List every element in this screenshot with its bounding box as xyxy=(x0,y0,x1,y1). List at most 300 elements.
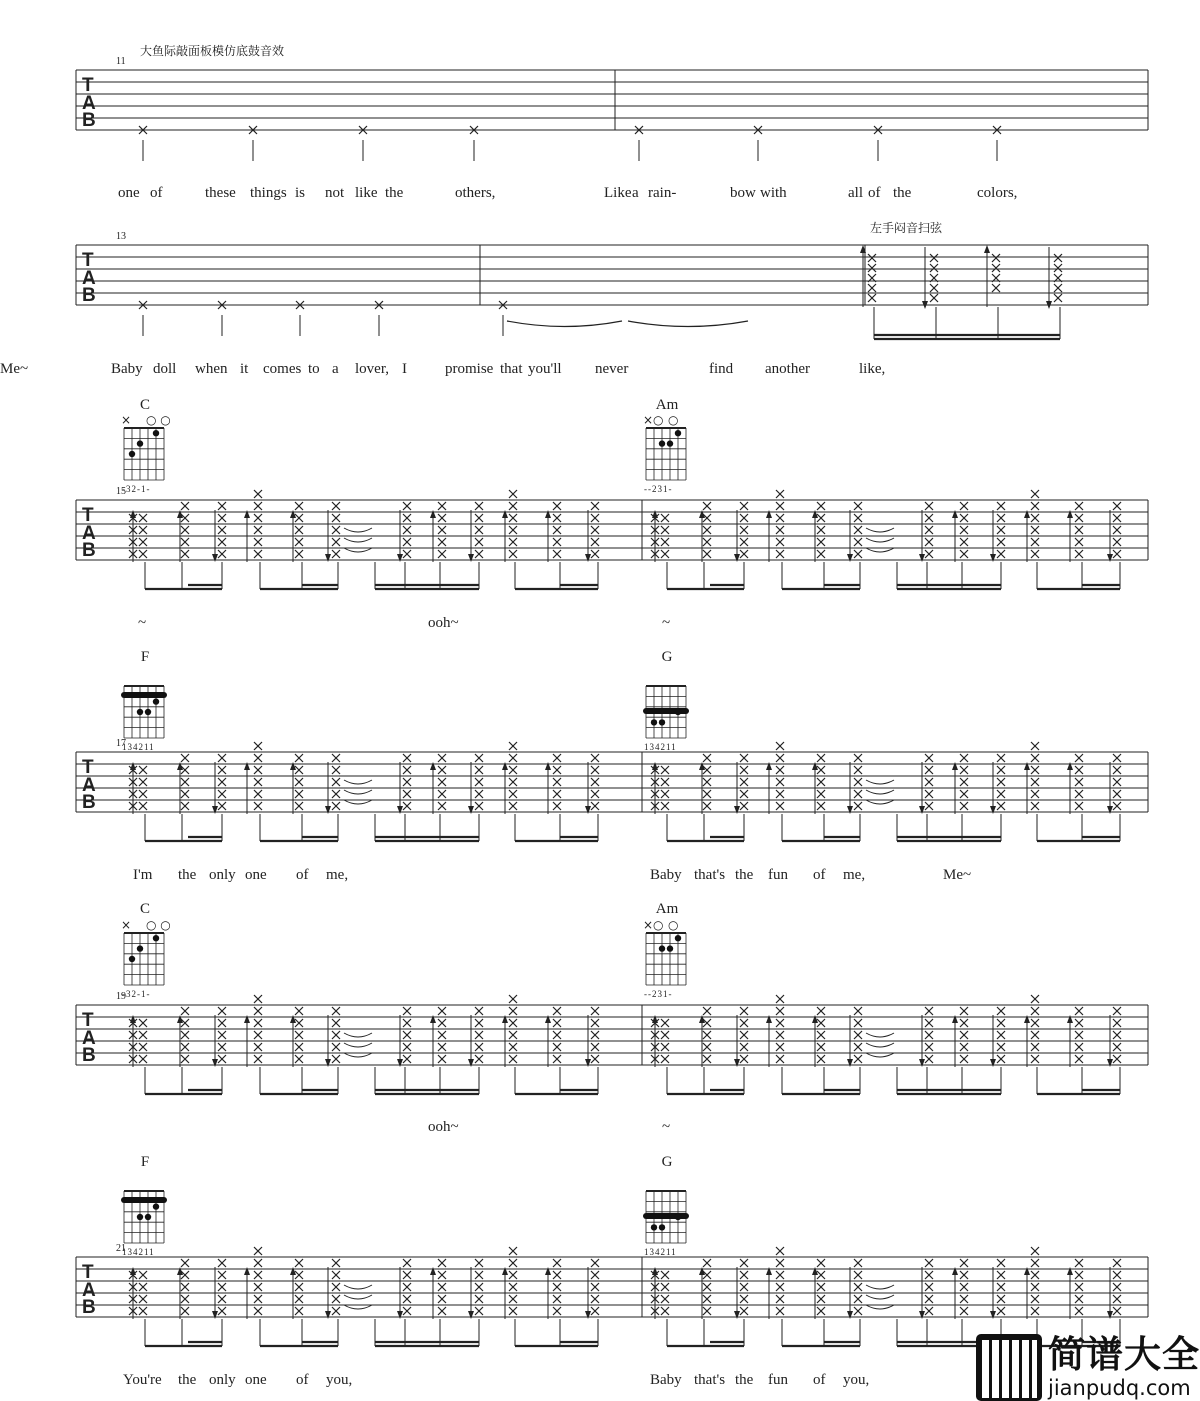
x-note xyxy=(332,1271,340,1279)
x-note xyxy=(925,1007,933,1015)
lyric-word: comes xyxy=(263,361,302,377)
x-note xyxy=(403,1007,411,1015)
x-note xyxy=(509,550,517,558)
strum-arrow-head xyxy=(1024,510,1030,518)
strum-arrow-head xyxy=(1067,762,1073,770)
strum-arrow-head xyxy=(177,1267,183,1275)
measure-number: 13 xyxy=(116,231,126,242)
x-note xyxy=(997,502,1005,510)
x-note xyxy=(295,778,303,786)
logo-title: 简谱大全 xyxy=(1048,1333,1200,1376)
x-note xyxy=(139,766,147,774)
lyric-word: of xyxy=(813,867,826,883)
x-note xyxy=(553,1055,561,1063)
x-note xyxy=(218,1019,226,1027)
x-note xyxy=(960,802,968,810)
lyrics-line xyxy=(133,867,971,883)
strum-arrow-head xyxy=(734,1059,740,1067)
x-note xyxy=(591,1271,599,1279)
x-note xyxy=(591,502,599,510)
x-note xyxy=(817,1271,825,1279)
x-note xyxy=(776,766,784,774)
tie xyxy=(866,1033,894,1037)
open-mute-markers: ×○ xyxy=(643,918,664,932)
x-note xyxy=(776,514,784,522)
x-note xyxy=(1075,1259,1083,1267)
x-note xyxy=(218,778,226,786)
finger-dot xyxy=(145,1214,151,1220)
x-note xyxy=(740,1283,748,1291)
x-note xyxy=(854,1055,862,1063)
x-note xyxy=(661,1055,669,1063)
x-note xyxy=(661,538,669,546)
lyric-word: one xyxy=(245,867,267,883)
x-note xyxy=(1031,1007,1039,1015)
strum-arrow-head xyxy=(652,1267,658,1275)
x-note xyxy=(1113,514,1121,522)
x-note xyxy=(703,790,711,798)
x-note xyxy=(1075,766,1083,774)
strum-arrow-head xyxy=(585,1059,591,1067)
x-note xyxy=(332,1007,340,1015)
x-note xyxy=(817,778,825,786)
x-note xyxy=(925,538,933,546)
strum-arrow-head xyxy=(652,510,658,518)
strum-arrow-head xyxy=(545,510,551,518)
strum-arrow-head xyxy=(430,510,436,518)
open-string-markers: ○ ○ xyxy=(146,413,171,427)
x-note xyxy=(776,502,784,510)
strum-arrow-head xyxy=(212,1311,218,1319)
x-note xyxy=(997,766,1005,774)
x-note xyxy=(1075,538,1083,546)
x-note xyxy=(854,514,862,522)
x-note xyxy=(1031,538,1039,546)
finger-dot xyxy=(651,1224,657,1230)
strum-arrow-head xyxy=(652,762,658,770)
x-note xyxy=(254,1307,262,1315)
x-note xyxy=(661,1295,669,1303)
x-note xyxy=(509,802,517,810)
x-note xyxy=(403,1019,411,1027)
tab-system xyxy=(76,486,1148,561)
x-note xyxy=(1031,1295,1039,1303)
x-note xyxy=(591,526,599,534)
lyric-word: these xyxy=(205,185,236,201)
x-note xyxy=(740,1271,748,1279)
strum-arrow-head xyxy=(545,1015,551,1023)
x-note xyxy=(591,1055,599,1063)
tie xyxy=(866,1043,894,1047)
x-note xyxy=(1113,802,1121,810)
x-note xyxy=(218,1259,226,1267)
measure-number: 17 xyxy=(116,738,126,749)
x-note xyxy=(776,1043,784,1051)
finger-dot xyxy=(129,451,135,457)
lyric-word: with xyxy=(760,185,787,201)
x-note xyxy=(1075,778,1083,786)
open-mute-markers: × xyxy=(121,413,132,427)
x-note xyxy=(997,754,1005,762)
x-note xyxy=(218,502,226,510)
x-note xyxy=(438,526,446,534)
lyrics-line xyxy=(118,185,1017,201)
x-note xyxy=(854,766,862,774)
x-note xyxy=(254,1247,262,1255)
measure-number: 15 xyxy=(116,486,126,497)
x-note xyxy=(817,1055,825,1063)
x-note xyxy=(254,1283,262,1291)
x-note xyxy=(997,1007,1005,1015)
measure-number: 19 xyxy=(116,991,126,1002)
x-note xyxy=(1054,294,1062,302)
x-note xyxy=(960,526,968,534)
tie xyxy=(866,528,894,532)
strum-arrow-head xyxy=(130,1267,136,1275)
strum-arrow-head xyxy=(468,806,474,814)
x-note xyxy=(475,1271,483,1279)
x-note xyxy=(181,538,189,546)
x-note xyxy=(403,526,411,534)
x-note xyxy=(1031,995,1039,1003)
x-note xyxy=(854,538,862,546)
x-note xyxy=(703,1283,711,1291)
x-note xyxy=(703,538,711,546)
x-note xyxy=(817,1307,825,1315)
x-note xyxy=(960,550,968,558)
strum-arrow-head xyxy=(325,554,331,562)
lyric-word: ~ xyxy=(662,1119,671,1135)
x-note xyxy=(960,1007,968,1015)
x-note xyxy=(509,766,517,774)
x-note xyxy=(925,1019,933,1027)
lyric-word: find xyxy=(709,361,734,377)
x-note xyxy=(868,254,876,262)
x-note xyxy=(776,1259,784,1267)
lyric-word: doll xyxy=(153,361,177,377)
tie xyxy=(866,1305,894,1309)
x-note xyxy=(997,1283,1005,1291)
x-note xyxy=(776,550,784,558)
x-note xyxy=(992,254,1000,262)
strum-arrow-head xyxy=(952,1267,958,1275)
x-note xyxy=(403,766,411,774)
x-note xyxy=(1113,766,1121,774)
x-note xyxy=(403,1307,411,1315)
x-note xyxy=(591,754,599,762)
tab-clef-b: B xyxy=(82,792,96,813)
x-note xyxy=(1075,1283,1083,1291)
x-note xyxy=(1031,802,1039,810)
chord-name: G xyxy=(661,1154,673,1170)
site-logo[interactable] xyxy=(976,1334,1200,1401)
lyric-word: a xyxy=(632,185,639,201)
x-note xyxy=(254,1007,262,1015)
x-note xyxy=(1113,1019,1121,1027)
annotation-drum-effect: 大鱼际敲面板模仿底鼓音效 xyxy=(140,44,285,58)
x-note xyxy=(438,1259,446,1267)
x-note xyxy=(817,754,825,762)
x-note xyxy=(817,514,825,522)
x-note xyxy=(553,1043,561,1051)
x-note xyxy=(295,1295,303,1303)
x-note xyxy=(475,1007,483,1015)
strum-arrow-head xyxy=(545,762,551,770)
x-note xyxy=(960,1283,968,1291)
x-note xyxy=(332,550,340,558)
x-note xyxy=(218,1295,226,1303)
x-note xyxy=(960,778,968,786)
tab-clef-t: T xyxy=(82,250,94,271)
x-note xyxy=(591,514,599,522)
x-note xyxy=(817,1043,825,1051)
x-note xyxy=(475,802,483,810)
x-note xyxy=(997,526,1005,534)
x-note xyxy=(817,1283,825,1291)
x-note xyxy=(1031,778,1039,786)
x-note xyxy=(139,1271,147,1279)
x-note xyxy=(925,802,933,810)
chord-diagram xyxy=(643,686,689,752)
x-note xyxy=(591,1259,599,1267)
x-note xyxy=(139,1019,147,1027)
x-note xyxy=(254,514,262,522)
lyric-word: ~ xyxy=(662,615,671,631)
x-note xyxy=(776,1007,784,1015)
x-note xyxy=(509,1295,517,1303)
tab-clef-b: B xyxy=(82,1045,96,1066)
lyric-word: Baby xyxy=(111,361,143,377)
x-note xyxy=(703,1031,711,1039)
strum-arrow-head xyxy=(130,1015,136,1023)
x-note xyxy=(925,754,933,762)
x-note xyxy=(295,514,303,522)
strum-arrow-head xyxy=(177,510,183,518)
finger-dot xyxy=(153,935,159,941)
x-note xyxy=(817,526,825,534)
finger-dot xyxy=(659,440,665,446)
x-note xyxy=(438,754,446,762)
strum-notes xyxy=(129,742,1121,841)
x-note xyxy=(997,538,1005,546)
x-note xyxy=(254,538,262,546)
x-note xyxy=(960,1031,968,1039)
chord-name: C xyxy=(139,397,151,413)
x-note xyxy=(960,514,968,522)
x-note xyxy=(509,1043,517,1051)
x-note xyxy=(218,1007,226,1015)
lyric-word: that's xyxy=(694,867,726,883)
x-note xyxy=(1054,284,1062,292)
x-note xyxy=(1113,778,1121,786)
tab-clef-a: A xyxy=(82,775,96,796)
strum-arrow-head xyxy=(502,1267,508,1275)
x-note xyxy=(403,1031,411,1039)
x-note xyxy=(1113,1271,1121,1279)
finger-dot xyxy=(667,945,673,951)
lyric-word: Me~ xyxy=(943,867,972,883)
x-note xyxy=(661,790,669,798)
x-note xyxy=(661,1031,669,1039)
strum-arrow-head xyxy=(325,1311,331,1319)
x-note xyxy=(475,790,483,798)
x-note xyxy=(332,754,340,762)
x-note xyxy=(854,778,862,786)
x-note xyxy=(295,550,303,558)
x-note xyxy=(661,1283,669,1291)
x-note xyxy=(332,1043,340,1051)
x-note xyxy=(1113,1007,1121,1015)
x-note xyxy=(703,526,711,534)
lyric-word: of xyxy=(868,185,881,201)
open-mute-markers: × xyxy=(121,918,132,932)
x-note xyxy=(1113,1055,1121,1063)
tab-clef-b: B xyxy=(82,285,96,306)
x-note xyxy=(295,1043,303,1051)
x-note xyxy=(997,550,1005,558)
chord-name: Am xyxy=(655,901,679,917)
x-note xyxy=(591,538,599,546)
x-note xyxy=(854,550,862,558)
x-note xyxy=(295,802,303,810)
finger-dot xyxy=(659,945,665,951)
x-note xyxy=(403,754,411,762)
lyric-word: rain- xyxy=(648,185,677,201)
x-note xyxy=(553,502,561,510)
tie xyxy=(344,1043,372,1047)
x-note xyxy=(925,766,933,774)
x-note xyxy=(925,778,933,786)
tie xyxy=(344,1305,372,1309)
strum-arrow-head xyxy=(325,806,331,814)
x-note xyxy=(295,1283,303,1291)
x-note xyxy=(509,526,517,534)
x-note xyxy=(475,1283,483,1291)
x-note xyxy=(817,1295,825,1303)
strum-arrow-head xyxy=(585,1311,591,1319)
x-note xyxy=(776,538,784,546)
finger-dot xyxy=(667,440,673,446)
x-note xyxy=(868,294,876,302)
tie xyxy=(344,1033,372,1037)
tie xyxy=(866,1285,894,1289)
x-note xyxy=(661,514,669,522)
tie xyxy=(628,321,748,327)
x-note xyxy=(776,490,784,498)
x-note xyxy=(332,778,340,786)
x-note xyxy=(218,1307,226,1315)
x-note xyxy=(553,1031,561,1039)
x-note xyxy=(403,502,411,510)
x-note xyxy=(332,526,340,534)
strum-arrow-head xyxy=(919,806,925,814)
x-note xyxy=(218,550,226,558)
finger-dot xyxy=(137,440,143,446)
x-note xyxy=(992,284,1000,292)
x-note xyxy=(1113,550,1121,558)
x-note xyxy=(960,1271,968,1279)
chord-name: F xyxy=(140,649,150,665)
x-note xyxy=(553,754,561,762)
x-note xyxy=(1031,790,1039,798)
lyric-word: is xyxy=(295,185,306,201)
x-note xyxy=(475,538,483,546)
strum-arrow-head xyxy=(847,806,853,814)
strum-arrow-head xyxy=(212,806,218,814)
fingering-label: 134211 xyxy=(644,1247,677,1257)
x-note xyxy=(438,550,446,558)
x-note xyxy=(475,502,483,510)
lyric-word: the xyxy=(893,185,912,201)
x-note xyxy=(591,1307,599,1315)
x-note xyxy=(1031,1307,1039,1315)
x-note xyxy=(591,766,599,774)
x-note xyxy=(992,264,1000,272)
open-mute-markers: ×○ xyxy=(643,413,664,427)
barre xyxy=(121,692,167,698)
x-note xyxy=(332,1295,340,1303)
x-note xyxy=(139,538,147,546)
x-note xyxy=(139,1307,147,1315)
tie xyxy=(866,548,894,552)
x-note xyxy=(403,802,411,810)
strum-arrow-head xyxy=(847,1311,853,1319)
x-note xyxy=(997,514,1005,522)
lyric-word: another xyxy=(765,361,810,377)
x-note xyxy=(1075,802,1083,810)
x-note xyxy=(1031,514,1039,522)
lyric-word: never xyxy=(595,361,629,377)
chord-diagram xyxy=(121,918,171,999)
lyric-word: not xyxy=(325,185,345,201)
lyric-word: things xyxy=(250,185,287,201)
x-note xyxy=(438,802,446,810)
finger-dot xyxy=(153,430,159,436)
tie xyxy=(344,1295,372,1299)
finger-dot xyxy=(145,709,151,715)
x-note xyxy=(509,754,517,762)
strum-arrow-head xyxy=(212,554,218,562)
x-note xyxy=(181,1307,189,1315)
x-note xyxy=(817,1007,825,1015)
x-note xyxy=(295,1055,303,1063)
x-note xyxy=(295,1307,303,1315)
strum-arrow-head xyxy=(244,762,250,770)
x-note xyxy=(925,1031,933,1039)
x-note xyxy=(438,1055,446,1063)
x-note xyxy=(960,790,968,798)
strum-arrow-head xyxy=(468,1311,474,1319)
x-note xyxy=(295,502,303,510)
x-note xyxy=(332,1259,340,1267)
x-note xyxy=(997,802,1005,810)
x-note xyxy=(925,550,933,558)
x-note xyxy=(930,254,938,262)
tie xyxy=(344,1285,372,1289)
x-note xyxy=(1113,1259,1121,1267)
x-note xyxy=(740,1259,748,1267)
chord-diagram xyxy=(121,686,167,752)
x-note xyxy=(553,550,561,558)
x-note xyxy=(254,1043,262,1051)
tab-clef-a: A xyxy=(82,268,96,289)
tab-clef-b: B xyxy=(82,1297,96,1318)
strum-arrow-head xyxy=(699,510,705,518)
x-note xyxy=(997,1271,1005,1279)
finger-dot xyxy=(675,1214,681,1220)
x-note xyxy=(854,754,862,762)
tab-clef-a: A xyxy=(82,1280,96,1301)
